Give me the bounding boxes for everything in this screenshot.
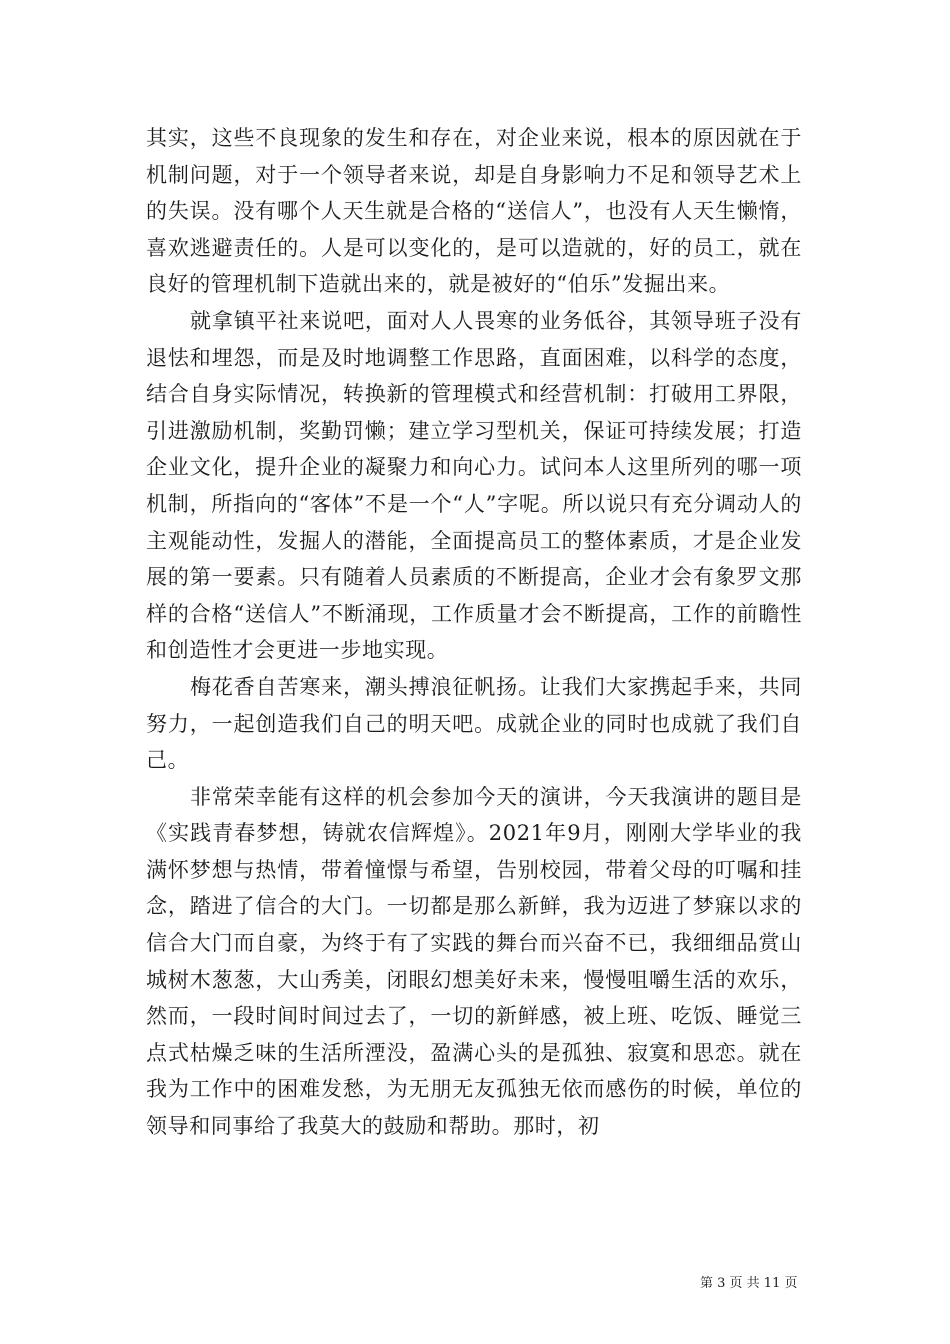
paragraph-3: 梅花香自苦寒来，潮头搏浪征帆扬。让我们大家携起手来，共同努力，一起创造我们自己的明天吧。成就企业的同时也成就了我们自己。 <box>146 674 802 773</box>
paragraph-4: 非常荣幸能有这样的机会参加今天的演讲，今天我演讲的题目是《实践青春梦想，铸就农信辉煌》。2021年9月，刚刚大学毕业的我满怀梦想与热情，带着憧憬与希望，告别校园，带着父母的叮嘱和挂念，踏进了信合的大门。一切都是那么新鲜，我为迈进了梦寐以求的信合大门而自豪，为终于有了实践的舞台而兴奋不已，我细细品赏山城树木葱葱，大山秀美，闭眼幻想美好未来，慢慢咀嚼生活的欢乐，然而，一段时间时间过去了，一切的新鲜感，被上班、吃饭、睡觉三点式枯燥乏味的生活所湮没，盈满心头的是孤独、寂寞和思恋。就在我为工作中的困难发愁，为无朋无友孤独无依而感伤的时候，单位的领导和同事给了我莫大的鼓励和帮助。那时，初 <box>146 784 802 1139</box>
paragraph-1: 其实，这些不良现象的发生和存在，对企业来说，根本的原因就在于机制问题，对于一个领导者来说，却是自身影响力不足和领导艺术上的失误。没有哪个人天生就是合格的“送信人”，也没有人天生懒惰，喜欢逃避责任的。人是可以变化的，是可以造就的，好的员工，就在良好的管理机制下造就出来的，就是被好的“伯乐”发掘出来。 <box>146 126 802 297</box>
page-number-footer: 第 3 页 共 11 页 <box>700 1276 798 1291</box>
paragraph-2: 就拿镇平社来说吧，面对人人畏寒的业务低谷，其领导班子没有退怯和埋怨，而是及时地调整工作思路，直面困难，以科学的态度，结合自身实际情况，转换新的管理模式和经营机制：打破用工界限，引进激励机制，奖勤罚懒；建立学习型机关，保证可持续发展；打造企业文化，提升企业的凝聚力和向心力。试问本人这里所列的哪一项机制，所指向的“客体”不是一个“人”字呢。所以说只有充分调动人的主观能动性，发掘人的潜能，全面提高员工的整体素质，才是企业发展的第一要素。只有随着人员素质的不断提高，企业才会有象罗文那样的合格“送信人”不断涌现，工作质量才会不断提高，工作的前瞻性和创造性才会更进一步地实现。 <box>146 308 802 663</box>
document-body <box>146 120 802 1145</box>
